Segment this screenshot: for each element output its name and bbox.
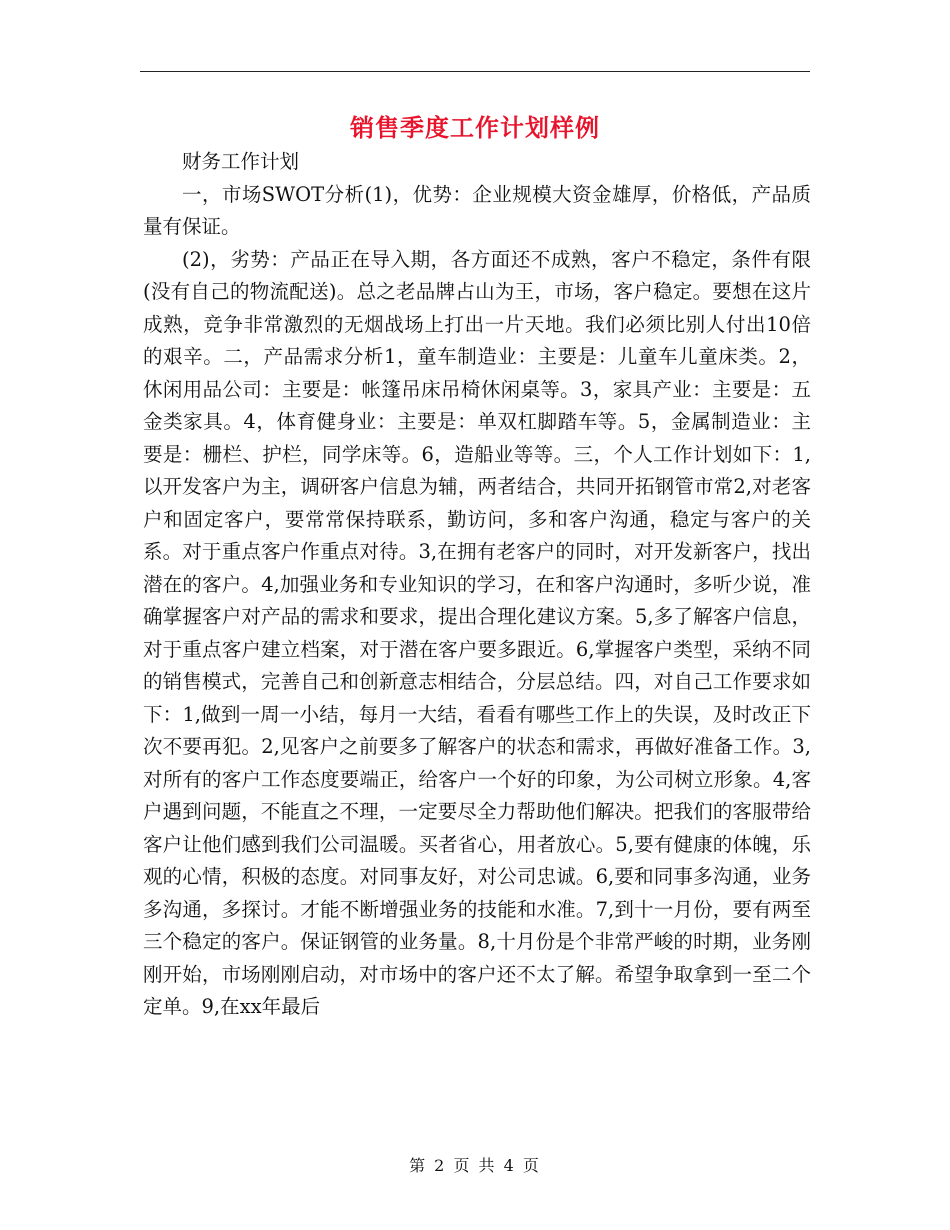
header-rule bbox=[140, 71, 810, 72]
document-body bbox=[143, 146, 811, 1024]
paragraph-main: (2)，劣势：产品正在导入期，各方面还不成熟，客户不稳定，条件有限(没有自己的物流配送)。总之老品牌占山为王，市场，客户稳定。要想在这片成熟，竞争非常激烈的无烟战场上打出一片天地。我们必须比别人付出10倍的艰辛。二，产品需求分析1，童车制造业：主要是：儿童车儿童床类。2，休闲用品公司：主要是：帐篷吊床吊椅休闲桌等。3，家具产业：主要是：五金类家具。4，体育健身业：主要是：单双杠脚踏车等。5，金属制造业：主要是：栅栏、护栏，同学床等。6，造船业等等。三，个人工作计划如下：1,以开发客户为主，调研客户信息为辅，两者结合，共同开拓钢管市常2,对老客户和固定客户，要常常保持联系，勤访问，多和客户沟通，稳定与客户的关系。对于重点客户作重点对待。3,在拥有老客户的同时，对开发新客户，找出潜在的客户。4,加强业务和专业知识的学习，在和客户沟通时，多听少说，准确掌握客户对产品的需求和要求，提出合理化建议方案。5,多了解客户信息，对于重点客户建立档案，对于潜在客户要多跟近。6,掌握客户类型，采纳不同的销售模式，完善自己和创新意志相结合，分层总结。四，对自己工作要求如下：1,做到一周一小结，每月一大结，看看有哪些工作上的失误，及时改正下次不要再犯。2,见客户之前要多了解客户的状态和需求，再做好准备工作。3,对所有的客户工作态度要端正，给客户一个好的印象，为公司树立形象。4,客户遇到问题，不能直之不理，一定要尽全力帮助他们解决。把我们的客服带给客户让他们感到我们公司温暖。买者省心，用者放心。5,要有健康的体魄，乐观的心情，积极的态度。对同事友好，对公司忠诚。6,要和同事多沟通，业务多沟通，多探讨。才能不断增强业务的技能和水准。7,到十一月份，要有两至三个稳定的客户。保证钢管的业务量。8,十月份是个非常严峻的时期，业务刚刚开始，市场刚刚启动，对市场中的客户还不太了解。希望争取拿到一至二个定单。9,在xx年最后 bbox=[143, 247, 811, 1018]
paragraph-heading: 财务工作计划 bbox=[182, 150, 300, 173]
paragraph-swot: 一，市场SWOT分析(1)，优势：企业规模大资金雄厚，价格低，产品质量有保证。 bbox=[143, 182, 811, 238]
document-title: 销售季度工作计划样例 bbox=[350, 114, 600, 142]
page-number: 第 2 页 共 4 页 bbox=[409, 1156, 541, 1175]
